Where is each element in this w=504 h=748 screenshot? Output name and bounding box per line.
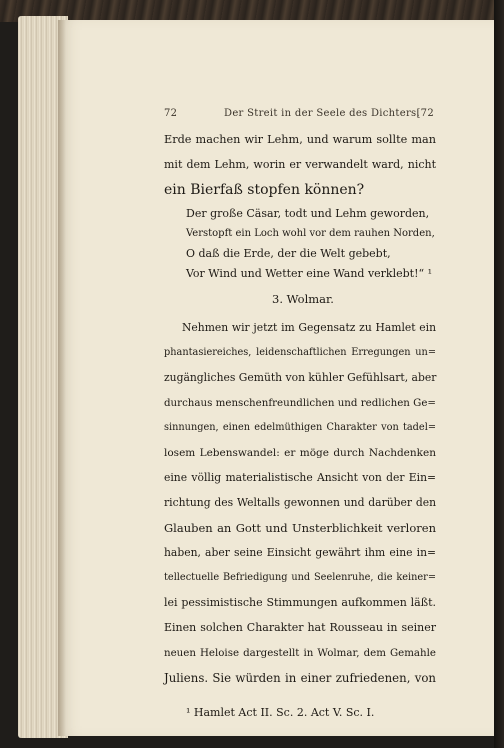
verse-line: O daß die Erde, der die Welt gebebt, <box>186 247 391 260</box>
book-cover-top <box>0 0 504 22</box>
text-line: Einen solchen Charakter hat Rousseau in seiner <box>164 621 436 634</box>
page-number-left: 72 <box>164 108 178 119</box>
text-line: mit dem Lehm, worin er verwandelt ward, nicht <box>164 158 436 171</box>
verse-line: Verstopft ein Loch wohl vor dem rauhen Norden, <box>186 228 435 239</box>
text-line: Juliens. Sie würden in einer zufriedenen, von <box>164 671 436 685</box>
text-line: ein Bierfaß stopfen können? <box>164 182 365 198</box>
text-line: durchaus menschenfreundlichen und redlichen Ge= <box>164 397 436 409</box>
book-cover-right <box>494 0 504 748</box>
text-line: eine völlig materialistische Ansicht von der Ein= <box>164 471 436 484</box>
running-header <box>164 108 434 122</box>
text-line: Erde machen wir Lehm, und warum sollte man <box>164 133 436 146</box>
text-line: lei pessimistische Stimmungen aufkommen läßt. <box>164 596 436 609</box>
verse-line: Der große Cäsar, todt und Lehm geworden, <box>186 207 430 220</box>
text-line: tellectuelle Befriedigung und Seelenruhe, die keiner= <box>164 572 436 583</box>
text-line: richtung des Weltalls gewonnen und darüber den <box>164 496 436 509</box>
text-line: neuen Heloise dargestellt in Wolmar, dem Gemahle <box>164 647 436 659</box>
text-line: Glauben an Gott und Unsterblichkeit verloren <box>164 521 436 535</box>
text-line: zugängliches Gemüth von kühler Gefühlsart, aber <box>164 371 437 384</box>
text-line: phantasiereiches, leidenschaftlichen Erregungen un= <box>164 347 436 358</box>
footnote: ¹ Hamlet Act II. Sc. 2. Act V. Sc. I. <box>186 706 375 719</box>
text-line: Nehmen wir jetzt im Gegensatz zu Hamlet ein <box>182 321 436 334</box>
verse-line: Vor Wind und Wetter eine Wand verklebt!“ ¹ <box>186 267 433 280</box>
page-gutter-shadow <box>58 20 66 736</box>
section-heading: 3. Wolmar. <box>272 292 334 306</box>
page-number-right: [72 <box>416 108 434 119</box>
text-line: haben, aber seine Einsicht gewährt ihm eine in= <box>164 546 436 559</box>
text-line: losem Lebenswandel: er möge durch Nachdenken <box>164 447 436 459</box>
running-title: Der Streit in der Seele des Dichters. <box>224 108 420 119</box>
text-line: sinnungen, einen edelmüthigen Charakter von tadel= <box>164 422 436 433</box>
